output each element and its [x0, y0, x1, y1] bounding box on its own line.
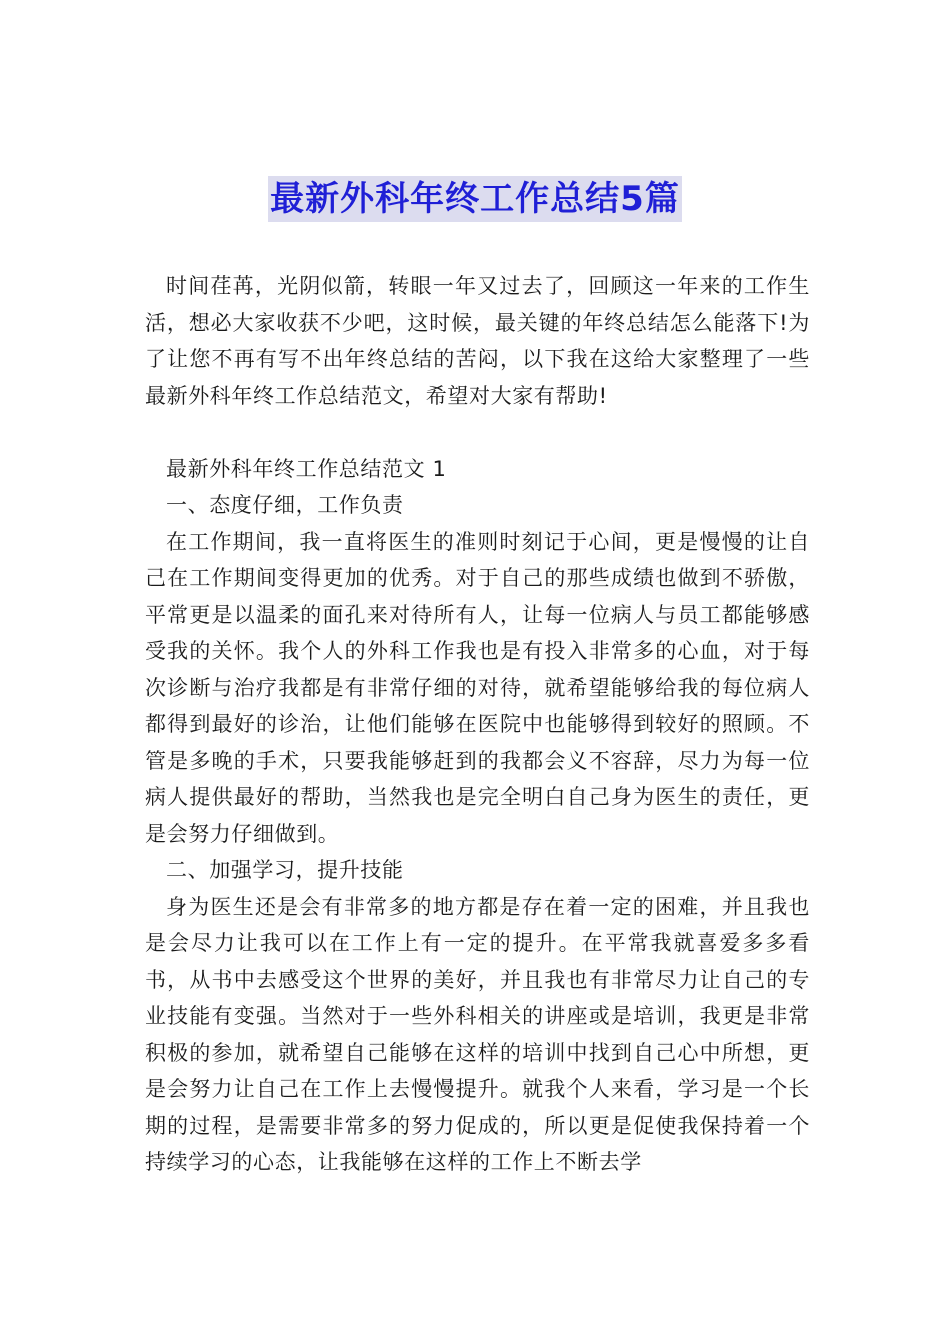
title-container: [0, 176, 950, 222]
section-1-paragraph: 在工作期间，我一直将医生的准则时刻记于心间，更是慢慢的让自己在工作期间变得更加的优秀。对于自己的那些成绩也做到不骄傲，平常更是以温柔的面孔来对待所有人，让每一位病人与员工都能够感受我的关怀。我个人的外科工作我也是有投入非常多的心血，对于每次诊断与治疗我都是有非常仔细的对待，就希望能够给我的每位病人都得到最好的诊治，让他们能够在医院中也能够得到较好的照顾。不管是多晚的手术，只要我能够赶到的我都会义不容辞，尽力为每一位病人提供最好的帮助，当然我也是完全明白自己身为医生的责任，更是会努力仔细做到。: [145, 529, 810, 846]
essay-title: 最新外科年终工作总结范文 1: [166, 456, 447, 481]
document-body: [145, 268, 810, 1181]
paragraph-gap: [145, 414, 810, 451]
section-2-paragraph: 身为医生还是会有非常多的地方都是存在着一定的困难，并且我也是会尽力让我可以在工作上有一定的提升。在平常我就喜爱多多看书，从书中去感受这个世界的美好，并且我也有非常尽力让自己的专业技能有变强。当然对于一些外科相关的讲座或是培训，我更是非常积极的参加，就希望自己能够在这样的培训中找到自己心中所想，更是会努力让自己在工作上去慢慢提升。就我个人来看，学习是一个长期的过程，是需要非常多的努力促成的，所以更是促使我保持着一个持续学习的心态，让我能够在这样的工作上不断去学: [145, 894, 810, 1174]
section-1-heading: 一、态度仔细，工作负责: [166, 493, 404, 517]
intro-paragraph: 时间荏苒，光阴似箭，转眼一年又过去了，回顾这一年来的工作生活，想必大家收获不少吧，这时候，最关键的年终总结怎么能落下!为了让您不再有写不出年终总结的苦闷，以下我在这给大家整理了一些最新外科年终工作总结范文，希望对大家有帮助!: [145, 274, 810, 408]
section-2-heading: 二、加强学习，提升技能: [166, 858, 404, 882]
document-title: 最新外科年终工作总结5篇: [268, 176, 682, 222]
